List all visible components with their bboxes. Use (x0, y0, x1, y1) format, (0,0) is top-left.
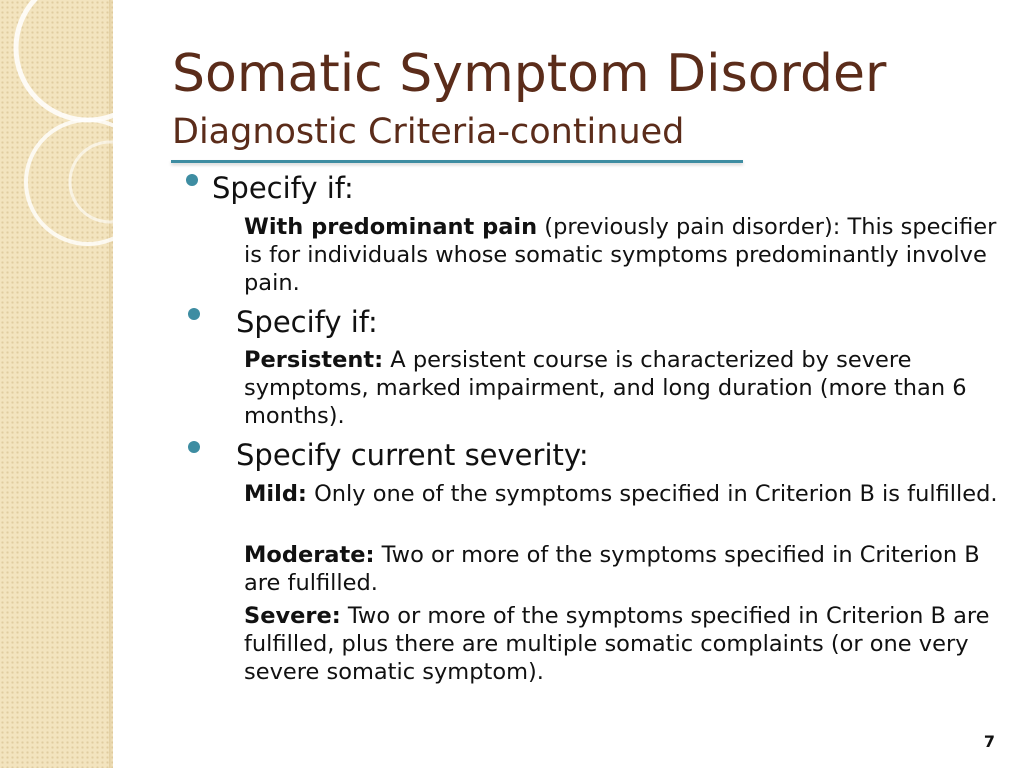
criterion-text: Only one of the symptoms specified in Criterion B is fulfilled. (306, 481, 998, 507)
severity-moderate (244, 541, 1004, 597)
decorative-circles (0, 0, 130, 768)
criterion-text: A persistent course is characterized by severe symptoms, marked impairment, and long duration (more than 6 months). (244, 347, 967, 429)
title-underline (171, 160, 743, 163)
criterion-text: Two or more of the symptoms specified in Criterion B are fulfilled. (244, 542, 980, 596)
bullet-label: Specify if: (236, 305, 378, 339)
page-number: 7 (983, 732, 995, 751)
slide-title: Somatic Symptom Disorder (172, 44, 887, 104)
criterion-predominant-pain (244, 213, 1004, 297)
criterion-term: Persistent: (244, 347, 384, 373)
criterion-term: Mild: (244, 481, 307, 507)
criterion-text: Two or more of the symptoms specified in Criterion B are fulfilled, plus there are multiple somatic complaints (or one very severe somatic symptom). (244, 603, 990, 685)
bullet-dot-icon (188, 308, 200, 320)
criterion-term: Severe: (244, 603, 341, 629)
criterion-text: (previously pain disorder): This specifier is for individuals whose somatic symptoms predominantly involve pain. (244, 214, 997, 296)
severity-severe (244, 602, 1004, 686)
bullet-label: Specify current severity: (236, 438, 589, 472)
bullet-label: Specify if: (212, 171, 354, 205)
bullet-dot-icon (186, 174, 198, 186)
criterion-term: With predominant pain (244, 214, 538, 240)
slide-subtitle: Diagnostic Criteria-continued (172, 112, 685, 152)
criterion-persistent (244, 346, 1004, 430)
severity-mild (244, 480, 1004, 508)
bullet-dot-icon (188, 441, 200, 453)
criterion-term: Moderate: (244, 542, 375, 568)
